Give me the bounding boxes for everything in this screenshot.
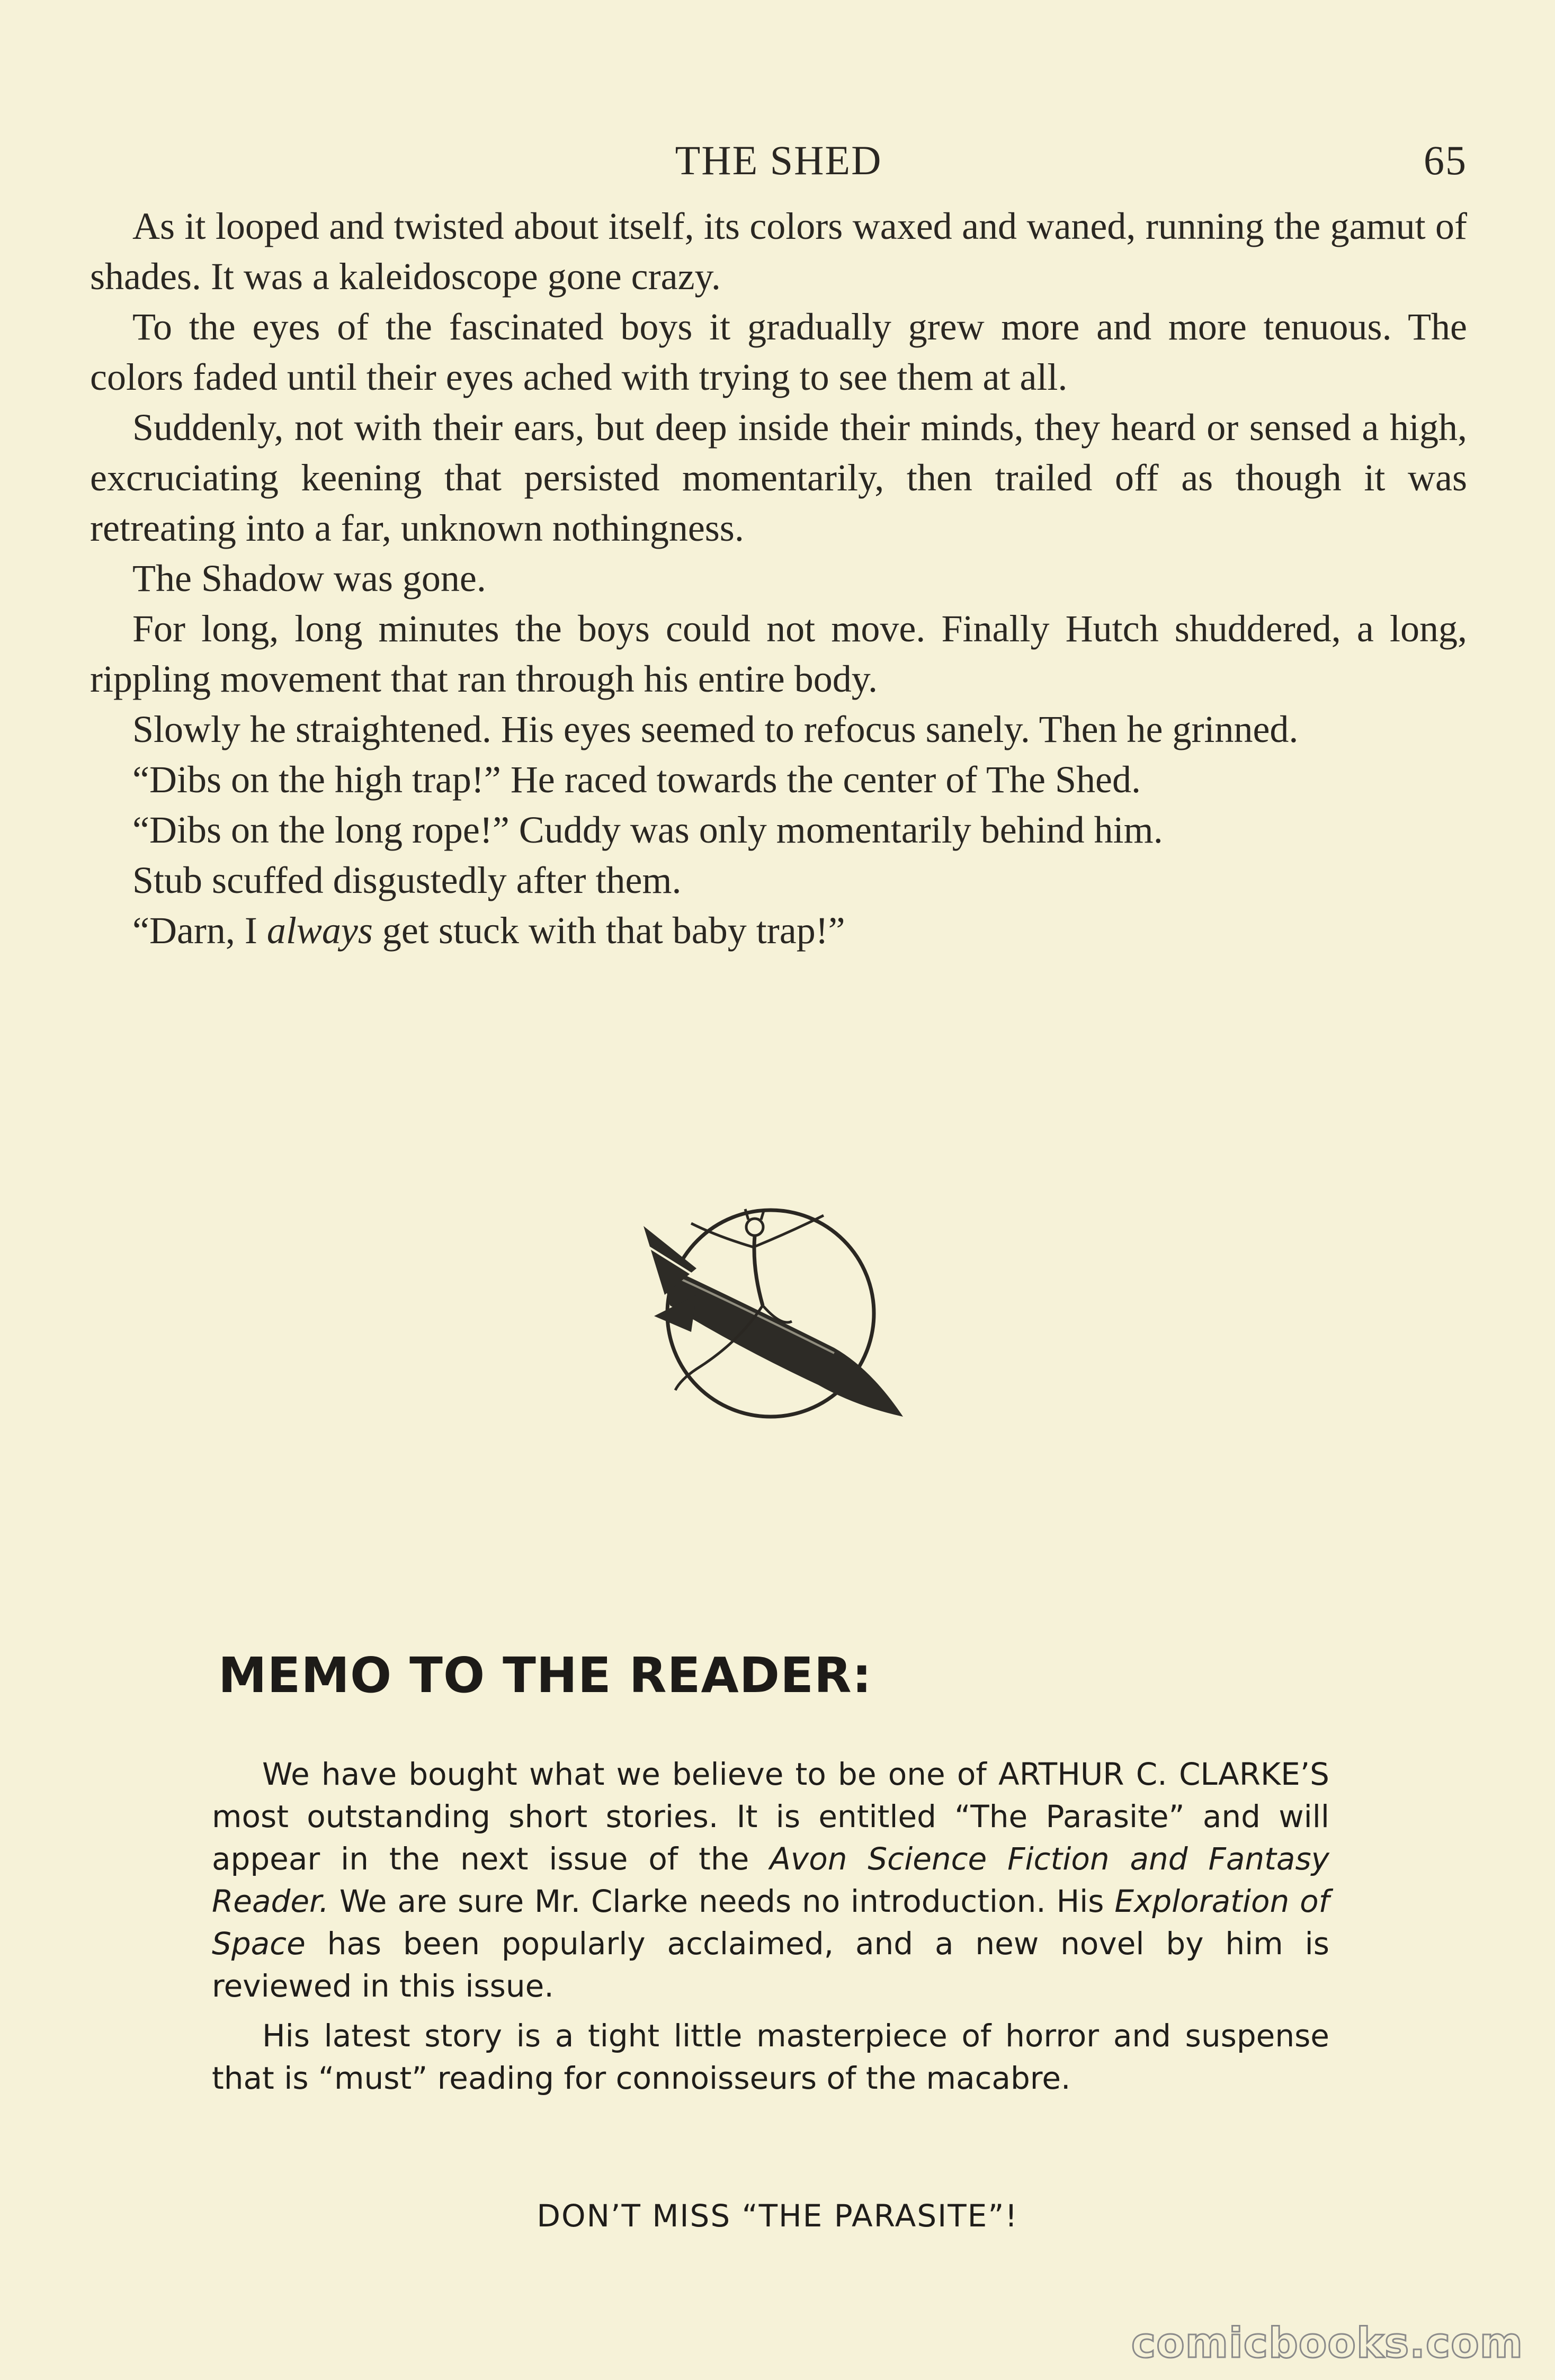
emphasis: Exploration of Space: [212, 1883, 1330, 1962]
paragraph: For long, long minutes the boys could not move. Finally Hutch shuddered, a long, rippling movement that ran through his entire body.: [90, 607, 1467, 700]
story-text: [90, 201, 1467, 956]
paragraph: Stub scuffed disgustedly after them.: [132, 859, 682, 901]
paragraph: [90, 906, 1467, 956]
paragraph: Suddenly, not with their ears, but deep inside their minds, they heard or sensed a high, excruciating keening that persisted momentarily, then trailed off as though it was retreating into a far, unknown nothingness.: [90, 406, 1467, 549]
paragraph: “Dibs on the high trap!” He raced towards the center of The Shed.: [132, 758, 1141, 801]
paragraph: Slowly he straightened. His eyes seemed to refocus sanely. Then he grinned.: [132, 708, 1299, 750]
memo-closing: DON’T MISS “THE PARASITE”!: [537, 2198, 1018, 2234]
chapter-title: THE SHED: [675, 137, 882, 183]
text-run: We are sure Mr. Clarke needs no introduction. His: [328, 1883, 1115, 1919]
rocket-rider-emblem-icon: [633, 1194, 919, 1448]
paragraph: “Dibs on the long rope!” Cuddy was only momentarily behind him.: [132, 809, 1163, 851]
watermark: comicbooks.com: [1131, 2320, 1523, 2367]
page-number: 65: [1424, 137, 1467, 183]
paragraph: As it looped and twisted about itself, its colors waxed and waned, running the gamut of shades. It was a kaleidoscope gone crazy.: [90, 205, 1467, 298]
emphasis: Avon Science Fiction and Fantasy Reader.: [212, 1841, 1329, 1919]
text-run: get stuck with that baby trap!”: [372, 909, 845, 952]
text-run: We have bought what we believe to be one of ARTHUR C. CLARKE’S most outstanding short stories. It is entitled “The Parasite” and will appear in the next issue of the: [212, 1756, 1329, 1877]
memo-body: [212, 1753, 1329, 2107]
paragraph: His latest story is a tight little masterpiece of horror and suspense that is “must” reading for connoisseurs of the macabre.: [212, 2018, 1329, 2096]
text-run: has been popularly acclaimed, and a new novel by him is reviewed in this issue.: [212, 1926, 1329, 2004]
memo-heading: MEMO TO THE READER:: [218, 1647, 872, 1704]
paragraph: To the eyes of the fascinated boys it gradually grew more and more tenuous. The colors faded until their eyes ached with trying to see them at all.: [90, 306, 1467, 398]
emphasis: always: [266, 909, 373, 952]
paragraph: [212, 1753, 1329, 2007]
text-run: “Darn, I: [132, 909, 267, 952]
paragraph: The Shadow was gone.: [132, 557, 486, 600]
